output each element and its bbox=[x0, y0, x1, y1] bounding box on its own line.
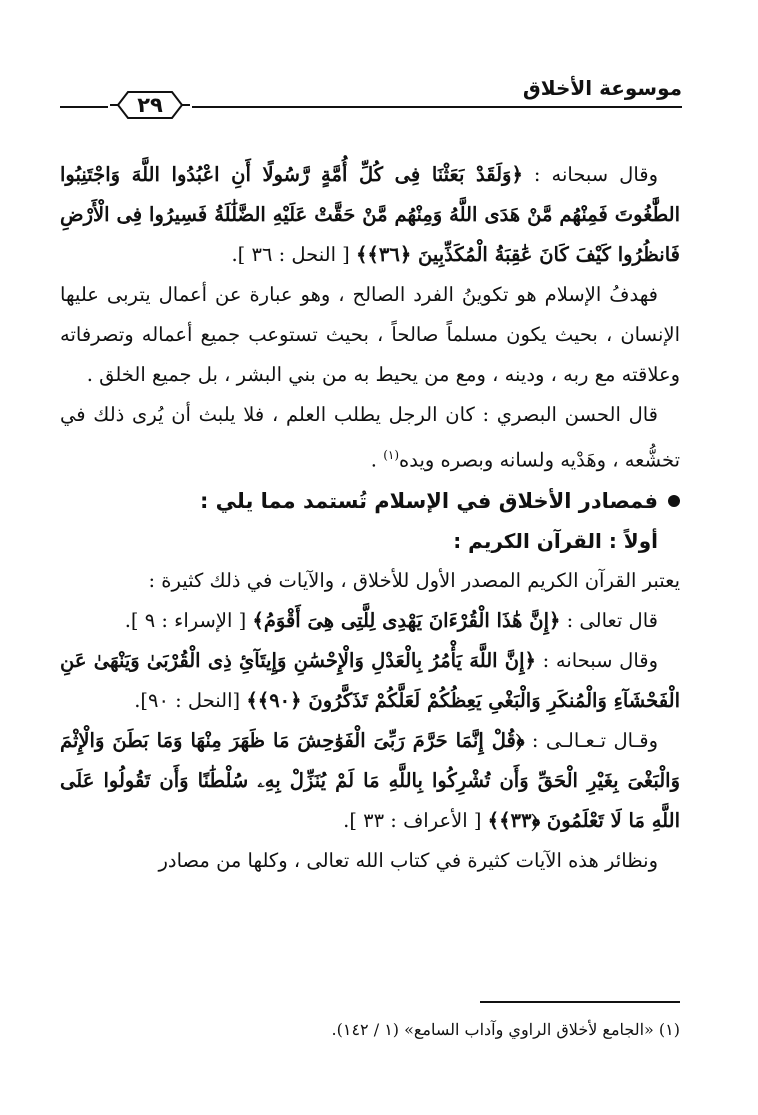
quote-text: قال الحسن البصري : كان الرجل يطلب العلم ، فلا يلبث أن يُرى ذلك في تخشُّعه ، وهَدْيه ولسانه وبصره ويده bbox=[60, 403, 680, 472]
bullet-text: فمصادر الأخلاق في الإسلام تُستمد مما يلي : bbox=[199, 488, 658, 513]
footnote: (١) «الجامع لأخلاق الراوي وآداب السامع» (١ / ١٤٢). bbox=[331, 1020, 680, 1039]
page-number: ٢٩ bbox=[137, 93, 163, 117]
quran-verse: ﴿إِنَّ اللَّهَ يَأْمُرُ بِالْعَدْلِ وَالْإِحْسَٰنِ وَإِيتَآئِ ذِى الْقُرْبَىٰ وَيَنْهَىٰ عَنِ الْفَحْشَآءِ وَالْمُنكَرِ وَالْبَغْىِ يَعِظُكُمْ لَعَلَّكُمْ تَذَكَّرُونَ ﴿٩٠﴾﴾ bbox=[60, 648, 680, 712]
verse-intro: وقـال تـعـالـى : bbox=[531, 728, 659, 752]
running-title: موسوعة الأخلاق bbox=[522, 76, 682, 100]
verse-reference: [ الأعراف : ٣٣ ]. bbox=[343, 808, 482, 832]
paragraph-1 bbox=[60, 155, 680, 275]
bullet-icon bbox=[668, 495, 680, 507]
footnote-marker: (١) bbox=[383, 448, 400, 462]
quran-verse: ﴿وَلَقَدْ بَعَثْنَا فِى كُلِّ أُمَّةٍ رَّسُولًا أَنِ اعْبُدُوا اللَّهَ وَاجْتَنِبُوا الطَّٰغُوتَ فَمِنْهُم مَّنْ هَدَى اللَّهُ وَمِنْهُم مَّنْ حَقَّتْ عَلَيْهِ الضَّلَٰلَةُ فَسِيرُوا فِى الْأَرْضِ فَانظُرُوا كَيْفَ كَانَ عَٰقِبَةُ الْمُكَذِّبِينَ ﴿٣٦﴾﴾ bbox=[60, 163, 680, 266]
quote-end: . bbox=[370, 448, 384, 472]
verse-intro: وقال سبحانه : bbox=[533, 163, 658, 186]
subheading: أولاً : القرآن الكريم : bbox=[453, 528, 658, 553]
paragraph-5 bbox=[60, 601, 680, 641]
verse-intro: قال تعالى : bbox=[566, 608, 658, 632]
bullet-heading bbox=[60, 481, 680, 521]
quran-verse: ﴿قُلْ إِنَّمَا حَرَّمَ رَبِّىَ الْفَوَٰحِشَ مَا ظَهَرَ مِنْهَا وَمَا بَطَنَ وَالْإِثْمَ وَالْبَغْىَ بِغَيْرِ الْحَقِّ وَأَن تُشْرِكُوا بِاللَّهِ مَا لَمْ يُنَزِّلْ بِهِۦ سُلْطَٰنًا وَأَن تَقُولُوا عَلَى اللَّهِ مَا لَا تَعْلَمُونَ ﴿٣٣﴾﴾ bbox=[60, 728, 680, 832]
footnote-rule bbox=[480, 1001, 680, 1003]
verse-intro: وقال سبحانه : bbox=[542, 648, 658, 672]
paragraph-3 bbox=[60, 395, 680, 481]
page-number-ornament bbox=[108, 88, 192, 122]
paragraph-2: فهدفُ الإسلام هو تكوينُ الفرد الصالح ، وهو عبارة عن أعمال يتربى عليها الإنسان ، بحيث يكون مسلماً صالحاً ، بحيث تستوعب جميع أعماله وتصرفاته وعلاقته مع ربه ، ودينه ، ومع من يحيط به من بني البشر ، بل جميع الخلق . bbox=[60, 283, 680, 386]
verse-reference: [ الإسراء : ٩ ]. bbox=[124, 608, 247, 632]
verse-reference: [ النحل : ٣٦ ]. bbox=[231, 243, 350, 266]
verse-reference: [النحل : ٩٠]. bbox=[134, 688, 241, 712]
paragraph-6 bbox=[60, 641, 680, 721]
paragraph-4: يعتبر القرآن الكريم المصدر الأول للأخلاق ، والآيات في ذلك كثيرة : bbox=[148, 568, 680, 592]
paragraph-8: ونظائر هذه الآيات كثيرة في كتاب الله تعالى ، وكلها من مصادر bbox=[158, 848, 658, 872]
paragraph-7 bbox=[60, 721, 680, 841]
body-text bbox=[60, 155, 680, 881]
quran-verse: ﴿إِنَّ هَٰذَا الْقُرْءَانَ يَهْدِى لِلَّتِى هِىَ أَقْوَمُ﴾ bbox=[252, 608, 561, 632]
